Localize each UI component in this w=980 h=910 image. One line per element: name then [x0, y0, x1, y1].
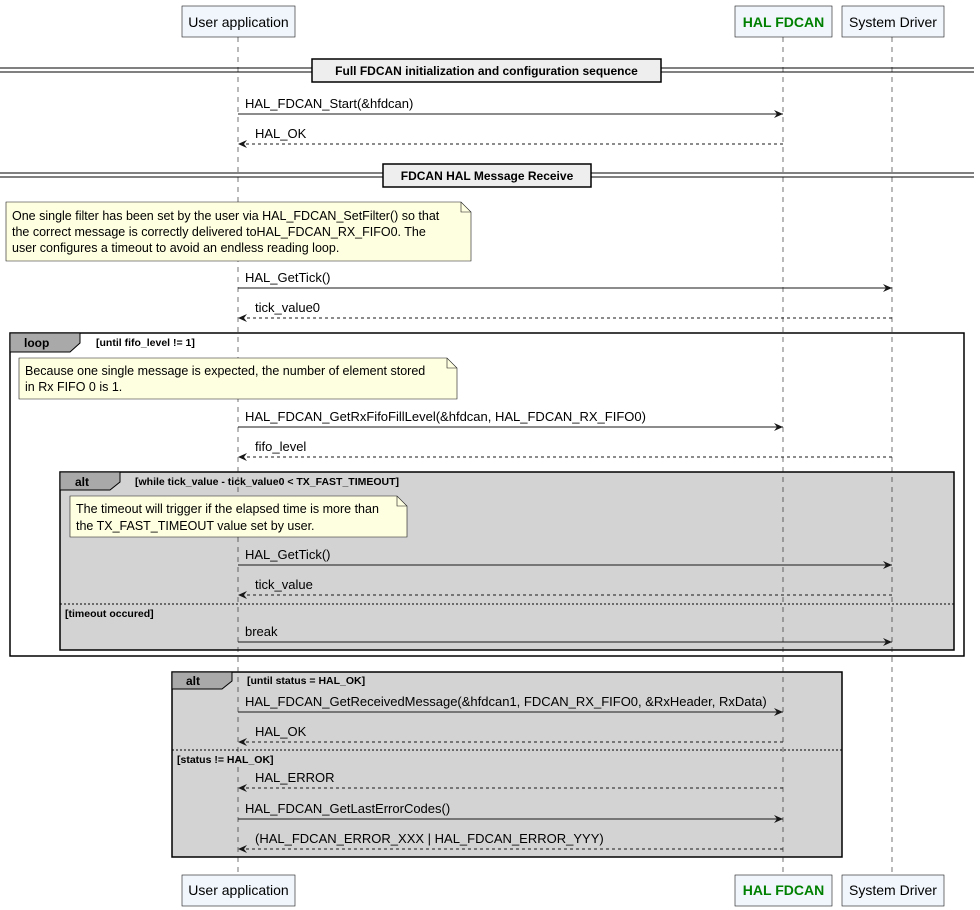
message-14-label: (HAL_FDCAN_ERROR_XXX | HAL_FDCAN_ERROR_YYY)	[255, 831, 604, 846]
message-13-label: HAL_FDCAN_GetLastErrorCodes()	[245, 801, 451, 816]
message-5-label: HAL_FDCAN_GetRxFifoFillLevel(&hfdcan, HAL_FDCAN_RX_FIFO0)	[245, 409, 646, 424]
note-filter	[6, 202, 471, 261]
message-8-label: tick_value	[255, 577, 313, 592]
actor-hal-label-top: HAL FDCAN	[742, 14, 825, 30]
note-filter-line-1: One single filter has been set by the user via HAL_FDCAN_SetFilter() so that	[12, 209, 440, 223]
message-2	[238, 126, 783, 144]
actor-user-top	[182, 6, 295, 37]
actor-hal-top	[735, 6, 832, 37]
alt-frame-status-keyword: alt	[186, 674, 201, 688]
loop-frame-condition: [until fifo_level != 1]	[96, 337, 195, 349]
message-1-label: HAL_FDCAN_Start(&hfdcan)	[245, 96, 414, 111]
message-12-label: HAL_ERROR	[255, 770, 335, 785]
message-7-label: HAL_GetTick()	[245, 547, 331, 562]
message-4	[238, 300, 892, 318]
note-fifo-line-1: Because one single message is expected, the number of element stored	[25, 364, 426, 378]
actor-hal-bottom	[735, 875, 832, 906]
actor-user-label-top: User application	[188, 14, 289, 30]
message-6	[238, 439, 892, 457]
message-11-label: HAL_OK	[255, 724, 307, 739]
actor-user-label-bottom: User application	[188, 882, 289, 898]
alt-frame-status-condition: [until status = HAL_OK]	[247, 675, 366, 687]
alt-frame-timeout-condition: [while tick_value - tick_value0 < TX_FAST_TIMEOUT]	[135, 476, 400, 488]
divider-init	[0, 59, 974, 82]
note-fifo	[19, 358, 457, 399]
actor-sys-label-top: System Driver	[849, 14, 937, 30]
message-3	[238, 270, 892, 288]
message-2-label: HAL_OK	[255, 126, 307, 141]
note-filter-line-3: user configures a timeout to avoid an endless reading loop.	[12, 241, 340, 255]
alt-frame-timeout-keyword: alt	[75, 475, 90, 489]
message-4-label: tick_value0	[255, 300, 321, 315]
message-3-label: HAL_GetTick()	[245, 270, 331, 285]
alt-frame-status-else: [status != HAL_OK]	[177, 754, 274, 766]
divider-init-label: Full FDCAN initialization and configuration sequence	[335, 64, 638, 78]
actor-user-bottom	[182, 875, 295, 906]
message-1	[238, 96, 783, 114]
message-6-label: fifo_level	[255, 439, 307, 454]
actor-sys-top	[842, 6, 944, 37]
note-timeout	[70, 496, 407, 537]
actor-sys-label-bottom: System Driver	[849, 882, 937, 898]
actor-sys-bottom	[842, 875, 944, 906]
message-5	[238, 409, 783, 427]
loop-frame-keyword: loop	[24, 336, 50, 350]
actor-hal-label-bottom: HAL FDCAN	[742, 882, 825, 898]
note-timeout-line-2: the TX_FAST_TIMEOUT value set by user.	[76, 519, 315, 533]
note-fifo-line-2: in Rx FIFO 0 is 1.	[25, 380, 123, 394]
divider-receive-label: FDCAN HAL Message Receive	[400, 169, 574, 183]
note-filter-line-2: the correct message is correctly delivered toHAL_FDCAN_RX_FIFO0. The	[12, 225, 426, 239]
note-timeout-line-1: The timeout will trigger if the elapsed time is more than	[76, 502, 379, 516]
divider-receive	[0, 164, 974, 187]
message-10-label: HAL_FDCAN_GetReceivedMessage(&hfdcan1, FDCAN_RX_FIFO0, &RxHeader, RxData)	[245, 694, 767, 709]
message-9-label: break	[245, 624, 278, 639]
alt-frame-timeout-else: [timeout occured]	[65, 608, 154, 620]
